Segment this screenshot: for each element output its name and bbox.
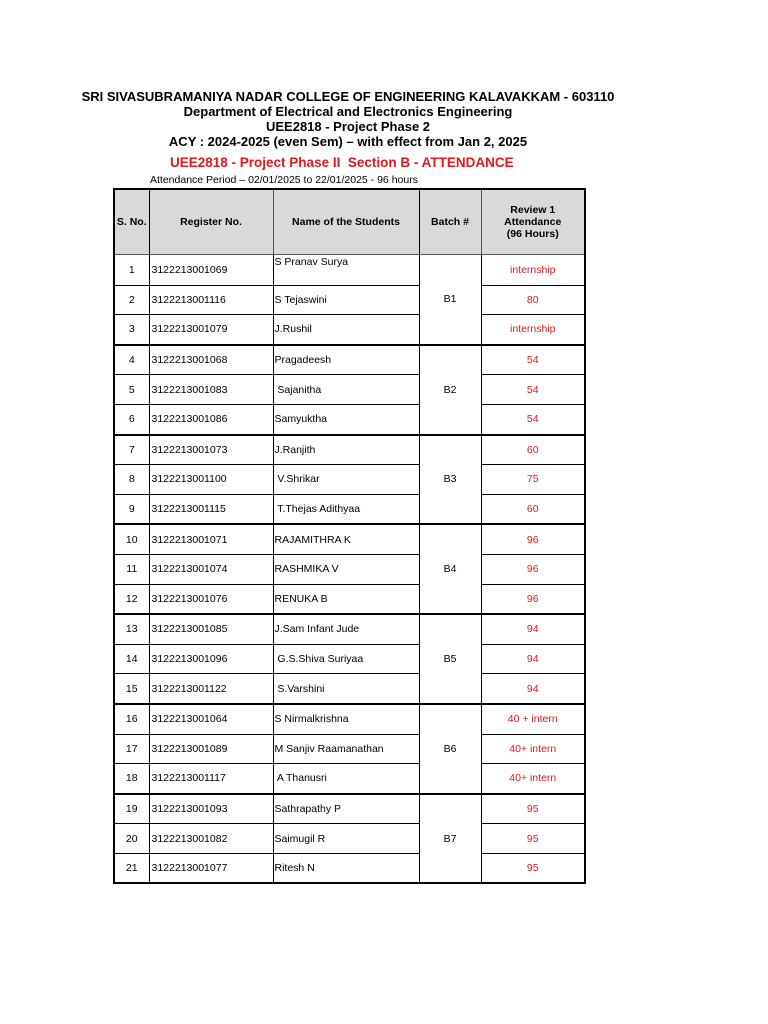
col-header-name: Name of the Students bbox=[273, 189, 419, 255]
attendance-value: 94 bbox=[481, 674, 585, 704]
register-number: 3122213001079 bbox=[149, 315, 273, 345]
table-row bbox=[114, 435, 585, 465]
student-name: Sajanitha bbox=[273, 375, 419, 405]
student-name: J.Rushil bbox=[273, 315, 419, 345]
register-number: 3122213001068 bbox=[149, 345, 273, 375]
serial-number: 9 bbox=[114, 494, 149, 524]
register-number: 3122213001116 bbox=[149, 285, 273, 315]
attendance-value: 94 bbox=[481, 644, 585, 674]
attendance-value: 95 bbox=[481, 794, 585, 824]
section-title: UEE2818 - Project Phase II Section B - ATTENDANCE bbox=[170, 155, 514, 170]
student-name: M Sanjiv Raamanathan bbox=[273, 734, 419, 764]
table-row bbox=[114, 554, 585, 584]
table-row bbox=[114, 853, 585, 883]
student-name: RENUKA B bbox=[273, 584, 419, 614]
serial-number: 11 bbox=[114, 554, 149, 584]
serial-number: 1 bbox=[114, 255, 149, 286]
academic-year: ACY : 2024-2025 (even Sem) – with effect from Jan 2, 2025 bbox=[168, 134, 528, 149]
batch-cell: B7 bbox=[419, 794, 481, 884]
serial-number: 12 bbox=[114, 584, 149, 614]
attendance-value: 94 bbox=[481, 614, 585, 644]
student-name: Pragadeesh bbox=[273, 345, 419, 375]
student-name: G.S.Shiva Suriyaa bbox=[273, 644, 419, 674]
table-header-row bbox=[114, 189, 585, 255]
attendance-value: 54 bbox=[481, 345, 585, 375]
table-row bbox=[114, 345, 585, 375]
student-name: S Nirmalkrishna bbox=[273, 704, 419, 734]
table-row bbox=[114, 824, 585, 854]
attendance-value: 40 + intern bbox=[481, 704, 585, 734]
table-row bbox=[114, 255, 585, 286]
serial-number: 7 bbox=[114, 435, 149, 465]
attendance-value: 40+ intern bbox=[481, 764, 585, 794]
attendance-table bbox=[113, 188, 586, 884]
serial-number: 17 bbox=[114, 734, 149, 764]
attendance-value: 54 bbox=[481, 375, 585, 405]
student-name: RAJAMITHRA K bbox=[273, 524, 419, 554]
register-number: 3122213001076 bbox=[149, 584, 273, 614]
table-row bbox=[114, 494, 585, 524]
batch-cell: B3 bbox=[419, 435, 481, 525]
attendance-value: internship bbox=[481, 315, 585, 345]
register-number: 3122213001083 bbox=[149, 375, 273, 405]
register-number: 3122213001074 bbox=[149, 554, 273, 584]
table-row bbox=[114, 644, 585, 674]
document-header bbox=[0, 89, 768, 149]
col-header-attendance bbox=[481, 189, 585, 255]
table-row bbox=[114, 674, 585, 704]
attendance-value: 75 bbox=[481, 465, 585, 495]
serial-number: 20 bbox=[114, 824, 149, 854]
student-name: Sathrapathy P bbox=[273, 794, 419, 824]
department-name: Department of Electrical and Electronics Engineering bbox=[183, 104, 513, 119]
serial-number: 5 bbox=[114, 375, 149, 405]
attendance-value: internship bbox=[481, 255, 585, 286]
register-number: 3122213001069 bbox=[149, 255, 273, 286]
att-header-line1: Review 1 bbox=[510, 204, 556, 216]
register-number: 3122213001122 bbox=[149, 674, 273, 704]
student-name: J.Ranjith bbox=[273, 435, 419, 465]
serial-number: 19 bbox=[114, 794, 149, 824]
col-header-register: Register No. bbox=[149, 189, 273, 255]
table-row bbox=[114, 764, 585, 794]
batch-cell: B5 bbox=[419, 614, 481, 704]
register-number: 3122213001082 bbox=[149, 824, 273, 854]
serial-number: 2 bbox=[114, 285, 149, 315]
student-name: A Thanusri bbox=[273, 764, 419, 794]
attendance-value: 80 bbox=[481, 285, 585, 315]
attendance-value: 95 bbox=[481, 824, 585, 854]
attendance-value: 95 bbox=[481, 853, 585, 883]
att-header-line3: (96 Hours) bbox=[506, 228, 559, 240]
student-name: T.Thejas Adithyaa bbox=[273, 494, 419, 524]
student-name: S.Varshini bbox=[273, 674, 419, 704]
student-name: V.Shrikar bbox=[273, 465, 419, 495]
attendance-value: 96 bbox=[481, 524, 585, 554]
register-number: 3122213001085 bbox=[149, 614, 273, 644]
student-name: Saimugil R bbox=[273, 824, 419, 854]
table-row bbox=[114, 794, 585, 824]
col-header-sno: S. No. bbox=[114, 189, 149, 255]
table-row bbox=[114, 465, 585, 495]
table-row bbox=[114, 524, 585, 554]
attendance-value: 96 bbox=[481, 584, 585, 614]
college-name: SRI SIVASUBRAMANIYA NADAR COLLEGE OF ENGINEERING KALAVAKKAM - 603110 bbox=[81, 89, 615, 104]
serial-number: 8 bbox=[114, 465, 149, 495]
student-name: RASHMIKA V bbox=[273, 554, 419, 584]
table-row bbox=[114, 315, 585, 345]
table-row bbox=[114, 404, 585, 434]
serial-number: 15 bbox=[114, 674, 149, 704]
batch-cell: B4 bbox=[419, 524, 481, 614]
register-number: 3122213001093 bbox=[149, 794, 273, 824]
batch-cell: B1 bbox=[419, 255, 481, 345]
table-row bbox=[114, 584, 585, 614]
batch-cell: B2 bbox=[419, 345, 481, 435]
student-name: J.Sam Infant Jude bbox=[273, 614, 419, 644]
serial-number: 4 bbox=[114, 345, 149, 375]
register-number: 3122213001071 bbox=[149, 524, 273, 554]
attendance-value: 60 bbox=[481, 435, 585, 465]
register-number: 3122213001115 bbox=[149, 494, 273, 524]
table-row bbox=[114, 285, 585, 315]
student-name: S Pranav Surya bbox=[273, 255, 419, 286]
serial-number: 18 bbox=[114, 764, 149, 794]
attendance-value: 96 bbox=[481, 554, 585, 584]
att-header-line2: Attendance bbox=[504, 216, 562, 228]
table-row bbox=[114, 375, 585, 405]
serial-number: 13 bbox=[114, 614, 149, 644]
col-header-batch: Batch # bbox=[419, 189, 481, 255]
attendance-value: 60 bbox=[481, 494, 585, 524]
register-number: 3122213001077 bbox=[149, 853, 273, 883]
serial-number: 10 bbox=[114, 524, 149, 554]
serial-number: 21 bbox=[114, 853, 149, 883]
course-title: UEE2818 - Project Phase 2 bbox=[265, 119, 431, 134]
student-name: Samyuktha bbox=[273, 404, 419, 434]
register-number: 3122213001096 bbox=[149, 644, 273, 674]
serial-number: 3 bbox=[114, 315, 149, 345]
register-number: 3122213001086 bbox=[149, 404, 273, 434]
attendance-value: 40+ intern bbox=[481, 734, 585, 764]
table-row bbox=[114, 614, 585, 644]
register-number: 3122213001089 bbox=[149, 734, 273, 764]
serial-number: 6 bbox=[114, 404, 149, 434]
serial-number: 14 bbox=[114, 644, 149, 674]
table-row bbox=[114, 734, 585, 764]
register-number: 3122213001064 bbox=[149, 704, 273, 734]
attendance-value: 54 bbox=[481, 404, 585, 434]
register-number: 3122213001100 bbox=[149, 465, 273, 495]
serial-number: 16 bbox=[114, 704, 149, 734]
student-name: Ritesh N bbox=[273, 853, 419, 883]
register-number: 3122213001117 bbox=[149, 764, 273, 794]
attendance-period: Attendance Period – 02/01/2025 to 22/01/2025 - 96 hours bbox=[150, 174, 418, 186]
student-name: S Tejaswini bbox=[273, 285, 419, 315]
batch-cell: B6 bbox=[419, 704, 481, 794]
table-row bbox=[114, 704, 585, 734]
register-number: 3122213001073 bbox=[149, 435, 273, 465]
